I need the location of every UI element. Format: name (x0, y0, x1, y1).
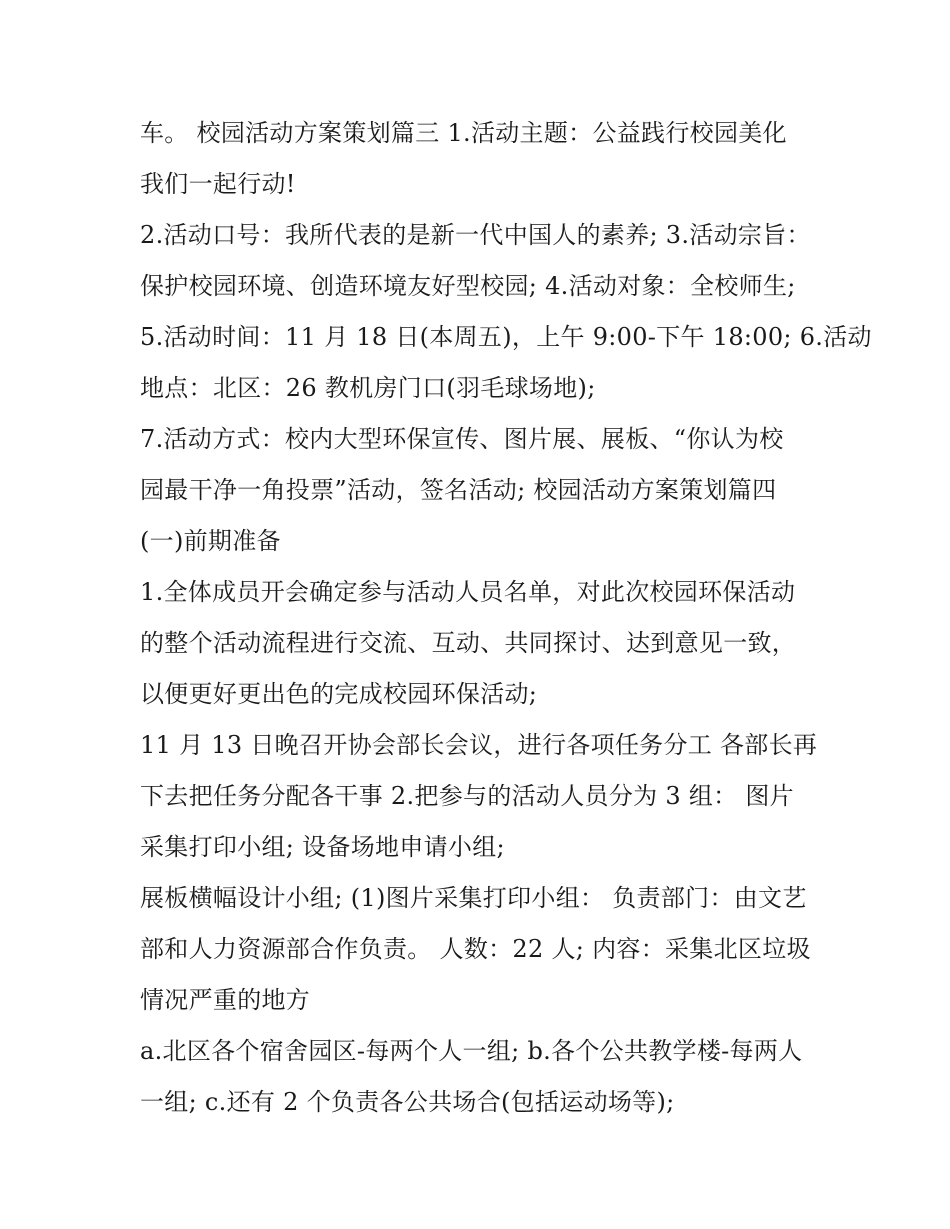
section-heading-preparation: (一)前期准备 (140, 527, 281, 555)
text-line-17: 部和人力资源部合作负责。 人数：22 人; 内容：采集北区垃圾 (140, 935, 811, 963)
text-line-20: 一组; c.还有 2 个负责各公共场合(包括运动场等); (140, 1088, 675, 1116)
text-line-18: 情况严重的地方 (140, 986, 311, 1014)
text-line-16: 展板横幅设计小组; (1)图片采集打印小组： 负责部门：由文艺 (140, 884, 807, 912)
text-line-10: 1.全体成员开会确定参与活动人员名单，对此次校园环保活动 (140, 578, 796, 606)
text-line-5: 5.活动时间：11 月 18 日(本周五)，上午 9:00-下午 18:00; 6.活动 (140, 323, 872, 351)
text-line-7: 7.活动方式：校内大型环保宣传、图片展、展板、“你认为校 (140, 425, 784, 453)
text-line-8: 园最干净一角投票”活动，签名活动; 校园活动方案策划篇四 (140, 476, 777, 504)
text-line-19: a.北区各个宿舍园区-每两个人一组; b.各个公共教学楼-每两人 (140, 1037, 803, 1065)
text-line-13: 11 月 13 日晚召开协会部长会议，进行各项任务分工 各部长再 (140, 731, 818, 759)
text-line-3: 2.活动口号：我所代表的是新一代中国人的素养; 3.活动宗旨： (140, 221, 811, 249)
text-line-1: 车。 校园活动方案策划篇三 1.活动主题：公益践行校园美化 (140, 119, 787, 147)
document-body (140, 108, 872, 1128)
text-line-12: 以便更好更出色的完成校园环保活动; (140, 680, 538, 708)
text-line-2: 我们一起行动! (140, 170, 296, 198)
text-line-15: 采集打印小组; 设备场地申请小组; (140, 833, 505, 861)
text-line-14: 下去把任务分配各干事 2.把参与的活动人员分为 3 组： 图片 (140, 782, 794, 810)
text-line-11: 的整个活动流程进行交流、互动、共同探讨、达到意见一致， (140, 629, 797, 657)
text-line-6: 地点：北区：26 教机房门口(羽毛球场地); (140, 374, 596, 402)
text-line-4: 保护校园环境、创造环境友好型校园; 4.活动对象：全校师生; (140, 272, 796, 300)
